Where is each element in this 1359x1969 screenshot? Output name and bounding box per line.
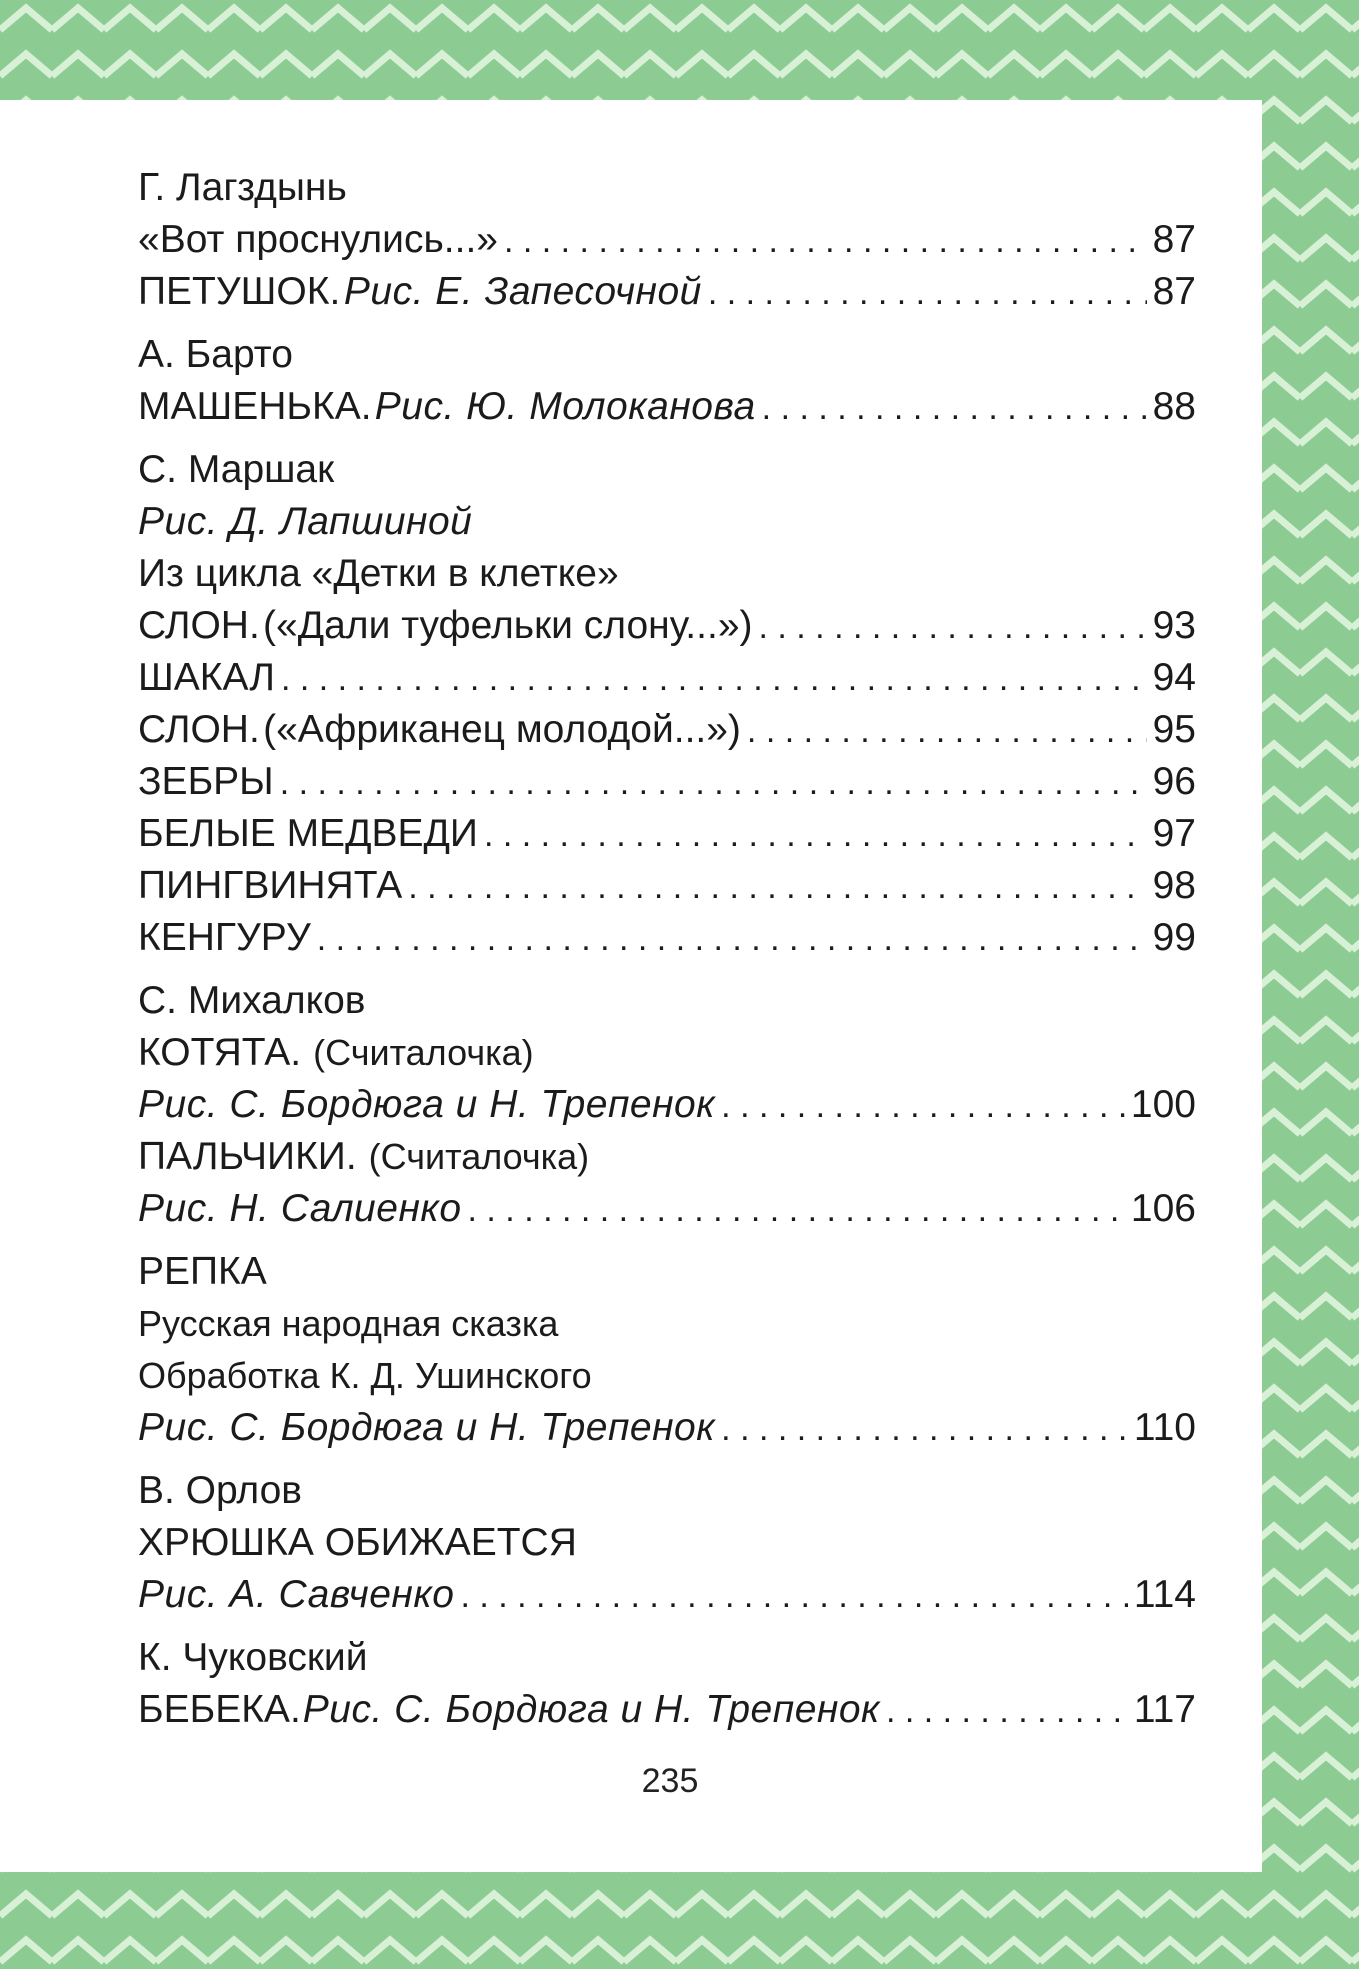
dot-leader [886, 1685, 1128, 1737]
page-ref: 110 [1133, 1406, 1196, 1449]
entry-title: ПАЛЬЧИКИ. [138, 1135, 357, 1178]
toc-entry [138, 1569, 1196, 1621]
toc-entry [138, 912, 1196, 964]
toc-entry [138, 756, 1196, 808]
page-ref: 99 [1152, 916, 1196, 959]
toc-entry [138, 1402, 1196, 1454]
dot-leader [468, 1184, 1125, 1236]
toc-entry [138, 860, 1196, 912]
illustrator-credit: Рис. С. Бордюга и Н. Трепенок [138, 1406, 716, 1449]
page-ref: 88 [1152, 385, 1196, 428]
entry-title: МАШЕНЬКА. [138, 385, 372, 428]
page-ref: 93 [1152, 604, 1196, 647]
toc-entry [138, 1079, 1196, 1131]
page-ref: 95 [1152, 708, 1196, 751]
dot-leader [747, 705, 1147, 757]
entry-title: БЕЛЫЕ МЕДВЕДИ [138, 812, 478, 855]
entry-subtitle: Обработка К. Д. Ушинского [138, 1355, 592, 1396]
author-name: С. Михалков [138, 979, 366, 1022]
illustrator-credit: Рис. С. Бордюга и Н. Трепенок [302, 1688, 880, 1731]
toc-section-repka [138, 1246, 1196, 1454]
entry-title: ПИНГВИНЯТА [138, 864, 403, 907]
illustrator-credit: Рис. А. Савченко [138, 1573, 455, 1616]
entry-title: РЕПКА [138, 1250, 267, 1293]
illustrator-credit: Рис. С. Бордюга и Н. Трепенок [138, 1083, 716, 1126]
author-name: В. Орлов [138, 1469, 302, 1512]
dot-leader [504, 215, 1147, 267]
entry-title: КОТЯТА. [138, 1031, 302, 1074]
entry-title: КЕНГУРУ [138, 916, 311, 959]
toc-entry [138, 214, 1196, 266]
dot-leader [721, 1080, 1125, 1132]
author-name: Г. Лагздынь [138, 166, 347, 209]
entry-note: (Считалочка) [313, 1032, 534, 1073]
dot-leader [280, 757, 1147, 809]
author-name: А. Барто [138, 333, 293, 376]
page-ref: 94 [1152, 656, 1196, 699]
toc-section-lagzdyn [138, 162, 1196, 318]
entry-title: БЕБЕКА. [138, 1688, 301, 1731]
illustrator-credit: Рис. Ю. Молоканова [374, 385, 756, 428]
entry-note: (Считалочка) [368, 1136, 590, 1177]
dot-leader [408, 861, 1146, 913]
page-ref: 100 [1130, 1083, 1196, 1126]
toc-entry [138, 600, 1196, 652]
entry-title: ЗЕБРЫ [138, 760, 274, 803]
page-ref: 114 [1133, 1573, 1196, 1616]
toc-entry [138, 266, 1196, 318]
toc-section-marshak [138, 444, 1196, 964]
illustrator-credit: Рис. Е. Запесочной [343, 270, 702, 313]
entry-title: ПЕТУШОК. [138, 270, 341, 313]
table-of-contents [138, 162, 1196, 1747]
toc-section-chukovsky [138, 1632, 1196, 1736]
entry-title: СЛОН. [138, 604, 260, 647]
author-name: К. Чуковский [138, 1636, 368, 1679]
cycle-heading: Из цикла «Детки в клетке» [138, 552, 619, 595]
dot-leader [281, 653, 1147, 705]
dot-leader [721, 1403, 1128, 1455]
page-ref: 117 [1133, 1688, 1196, 1731]
entry-note: («Дали туфельки слону...») [263, 604, 753, 647]
dot-leader [484, 809, 1147, 861]
dot-leader [460, 1570, 1127, 1622]
entry-title: СЛОН. [138, 708, 260, 751]
page-ref: 87 [1152, 218, 1196, 261]
toc-entry [138, 1684, 1196, 1736]
toc-section-barto [138, 329, 1196, 433]
page-number: 235 [641, 1762, 699, 1800]
page-ref: 98 [1152, 864, 1196, 907]
toc-entry [138, 808, 1196, 860]
page-ref: 97 [1152, 812, 1196, 855]
entry-subtitle: Русская народная сказка [138, 1303, 559, 1344]
toc-section-orlov [138, 1465, 1196, 1621]
entry-note: («Африканец молодой...») [263, 708, 741, 751]
entry-title: «Вот проснулись...» [138, 218, 498, 261]
illustrator-credit: Рис. Н. Салиенко [138, 1187, 462, 1230]
dot-leader [759, 601, 1147, 653]
page-ref: 106 [1130, 1187, 1196, 1230]
page-ref: 96 [1152, 760, 1196, 803]
author-name: С. Маршак [138, 448, 335, 491]
entry-title: ШАКАЛ [138, 656, 275, 699]
toc-entry [138, 652, 1196, 704]
toc-entry [138, 1183, 1196, 1235]
illustrator-credit: Рис. Д. Лапшиной [138, 500, 473, 543]
toc-entry [138, 704, 1196, 756]
dot-leader [708, 267, 1147, 319]
dot-leader [762, 382, 1147, 434]
entry-title: ХРЮШКА ОБИЖАЕТСЯ [138, 1521, 577, 1564]
toc-section-mikhalkov [138, 975, 1196, 1235]
dot-leader [317, 913, 1147, 965]
toc-entry [138, 381, 1196, 433]
page-ref: 87 [1152, 270, 1196, 313]
